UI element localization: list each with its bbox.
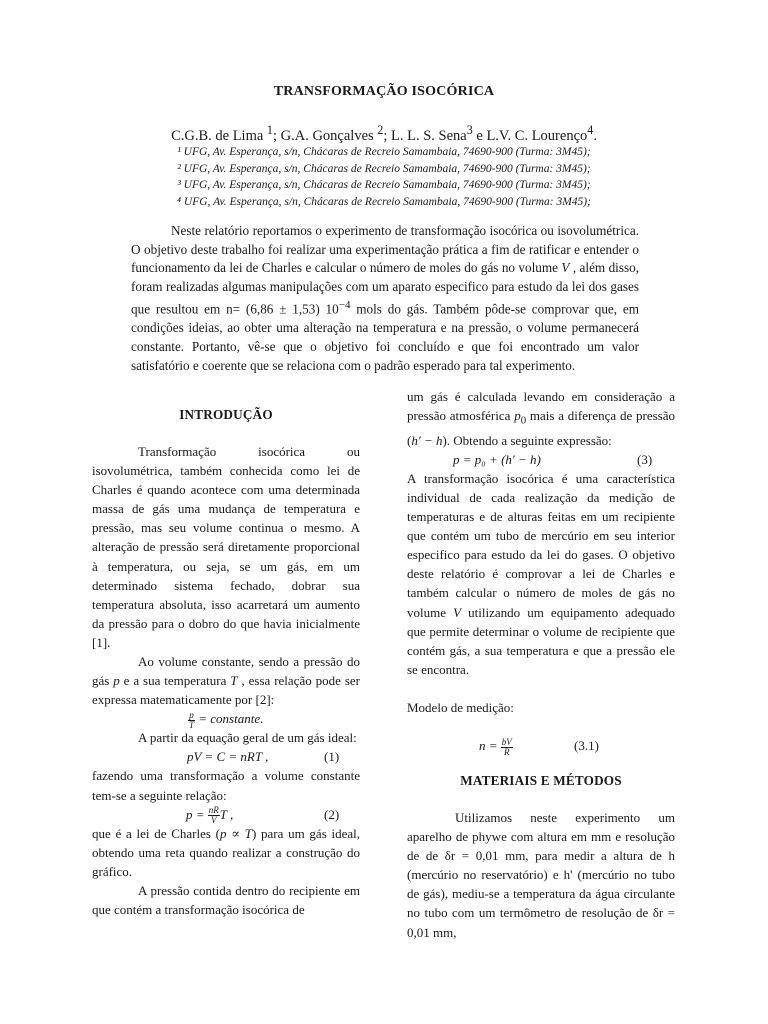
intro-paragraph-5 [92, 824, 360, 881]
text: utilizando um equipamento adequado que permite determinar o volume de recipiente que contém gás, a sua temperatura e que a pressão ele se encontra. [407, 604, 675, 677]
right-paragraph-2 [407, 469, 675, 679]
text: mais a diferença de pressão ( [407, 408, 675, 448]
author-4: L.V. C. Lourenço [486, 127, 588, 144]
abstract-text-3: mols do gás. Também pôde-se comprovar que, em condições ideias, ao obter uma alteração na temperatura e na pressão, o volume permanecerá constante. Portanto, vê-se que o objetivo foi concluído e que foi encontrado um valor satisfatório e coerente que se relaciona com o padrão esperado para tal experimento. [131, 301, 639, 373]
author-1-mark: 1 [266, 123, 273, 137]
spacer [407, 717, 675, 736]
affiliation-1: ¹ UFG, Av. Esperança, s/n, Chácaras de Recreio Samambaia, 74690-900 (Turma: 3M45); [177, 146, 591, 158]
numerator: p [189, 709, 194, 720]
exponent: −4 [338, 299, 351, 312]
equation-3: p = p₀ + (h′ − h) [453, 451, 541, 467]
affiliations [0, 144, 768, 210]
text: A transformação isocórica é uma característica individual de cada realização da medição de temperaturas e de alturas feitas em um recipiente que contém um tubo de mercúrio em seu interior especifico para estudo da lei do gases. O objetivo deste relatório é comprovar a lei de Charles e também calcular o número de moles de gás no volume [407, 470, 675, 620]
equation-lhs: p = [186, 806, 208, 822]
equation-1-row [92, 747, 360, 766]
equation-2-row [92, 805, 360, 824]
denominator: T [189, 719, 195, 730]
proportional-expression: p ∝ T [219, 825, 252, 841]
affiliation-3: ³ UFG, Av. Esperança, s/n, Chácaras de Recreio Samambaia, 74690-900 (Turma: 3M45); [177, 179, 591, 191]
denominator: V [211, 815, 217, 826]
author-3: L. L. S. Sena [390, 127, 467, 144]
abstract-paragraph [131, 222, 639, 375]
author-line [0, 123, 768, 145]
equation-1: pV = C = nRT , [187, 749, 269, 765]
equation-ratio [92, 709, 360, 728]
intro-paragraph-6: A pressão contida dentro do recipiente em que contém a transformação isocórica de [92, 882, 360, 917]
equation-rhs: = constante. [198, 711, 264, 727]
equation-3-number: (3) [637, 451, 653, 467]
text: Ao volume constante, sendo a pressão do gás [92, 654, 360, 689]
abstract-text-2: , além disso, foram realizadas algumas manipulações com um aparato especifico para estudo da lei dos gases que resultou em n= (6,86 ± 1,53) 10 [131, 260, 639, 317]
left-column [92, 405, 360, 919]
author-4-mark: 4 [587, 123, 594, 137]
model-label: Modelo de medição: [407, 699, 514, 715]
equation-p-over-t [188, 709, 263, 730]
intro-heading: INTRODUÇÃO [179, 407, 273, 422]
affiliation-4: ⁴ UFG, Av. Esperança, s/n, Chácaras de Recreio Samambaia, 74690-900 (Turma: 3M45); [177, 195, 591, 208]
equation-31-row [407, 736, 675, 755]
author-1: C.G.B. de Lima [171, 127, 264, 144]
fraction [501, 738, 513, 757]
text: e a sua temperatura [119, 673, 231, 689]
author-end: . [593, 127, 597, 144]
intro-paragraph-2 [92, 652, 360, 709]
fraction [188, 711, 195, 730]
right-column [407, 387, 675, 942]
author-2-mark: 2 [377, 123, 384, 137]
materials-heading: MATERIAIS E MÉTODOS [460, 773, 622, 788]
height-difference: h′ − h [411, 432, 443, 448]
text: ) para um gás ideal, obtendo uma reta quando realizar a construção do gráfico. [92, 825, 361, 879]
equation-lhs: n = [479, 738, 501, 753]
author-separator: e [472, 127, 487, 144]
text: , essa relação pode ser expressa matematicamente por [2]: [92, 673, 360, 708]
author-2: G.A. Gonçalves [280, 127, 374, 144]
equation-rhs: T , [219, 806, 234, 822]
text: ). Obtendo a seguinte expressão: [442, 432, 612, 448]
materials-paragraph: Utilizamos neste experimento um aparelho de phywe com altura em mm e resolução de de δr = 0,01 mm, para medir a altura de h (mercúrio no reservatório) e h' (mercúrio no tubo de gás), mediu-se a temperatura da água circulante no tubo com um termômetro de resolução de δr = 0,01 mm, [407, 810, 675, 940]
equation-3-1-number: (3.1) [574, 738, 599, 753]
intro-paragraph-4: fazendo uma transformação a volume constante tem-se a seguinte relação: [92, 768, 360, 803]
pressure-symbol: p [514, 408, 521, 424]
author-3-mark: 3 [466, 123, 473, 137]
author-separator: ; [383, 127, 391, 144]
paper-title: TRANSFORMAÇÃO ISOCÓRICA [273, 84, 495, 99]
volume-symbol: V [453, 604, 462, 620]
numerator: nR [208, 805, 219, 816]
equation-2-number: (2) [324, 806, 340, 822]
subscript: 0 [520, 414, 527, 427]
text: um gás é calculada levando em consideração a pressão atmosférica [407, 389, 675, 424]
equation-3-row [407, 450, 675, 469]
volume-symbol: V [561, 260, 570, 276]
equation-3-1 [479, 736, 513, 757]
fraction [208, 806, 220, 825]
pressure-symbol: p [113, 673, 120, 689]
equation-2 [186, 805, 233, 826]
temperature-symbol: T [230, 673, 238, 689]
numerator: bV [501, 736, 512, 747]
equation-1-number: (1) [324, 749, 340, 765]
abstract-text-1: Neste relatório reportamos o experimento de transformação isocórica ou isovolumétrica. O objetivo deste trabalho foi realizar uma experimentação prática a fim de ratificar e entender o funcionamento da lei de Charles e calcular o número de moles do gás no volume [131, 223, 639, 276]
spacer [407, 679, 675, 698]
right-paragraph-1 [407, 387, 675, 450]
abstract [131, 222, 639, 375]
affiliation-2: ² UFG, Av. Esperança, s/n, Chácaras de Recreio Samambaia, 74690-900 (Turma: 3M45); [177, 162, 591, 175]
intro-paragraph-3: A partir da equação geral de um gás ideal: [138, 730, 357, 746]
intro-paragraph-1: Transformação isocórica ou isovolumétrica, também conhecida como lei de Charles é quando acontece com uma determinada massa de gás uma mudança de temperatura e pressão, mas seu volume continua o mesmo. A alteração de pressão será diretamente proporcional à temperatura, ou seja, se um gás, em um determinado sistema fechado, dobrar sua temperatura absoluta, isso acarretará um aumento da pressão para o dobro do que havia inicialmente [1]. [92, 444, 360, 650]
author-separator: ; [272, 127, 281, 144]
text: que é a lei de Charles ( [92, 825, 220, 841]
denominator: R [504, 746, 510, 757]
